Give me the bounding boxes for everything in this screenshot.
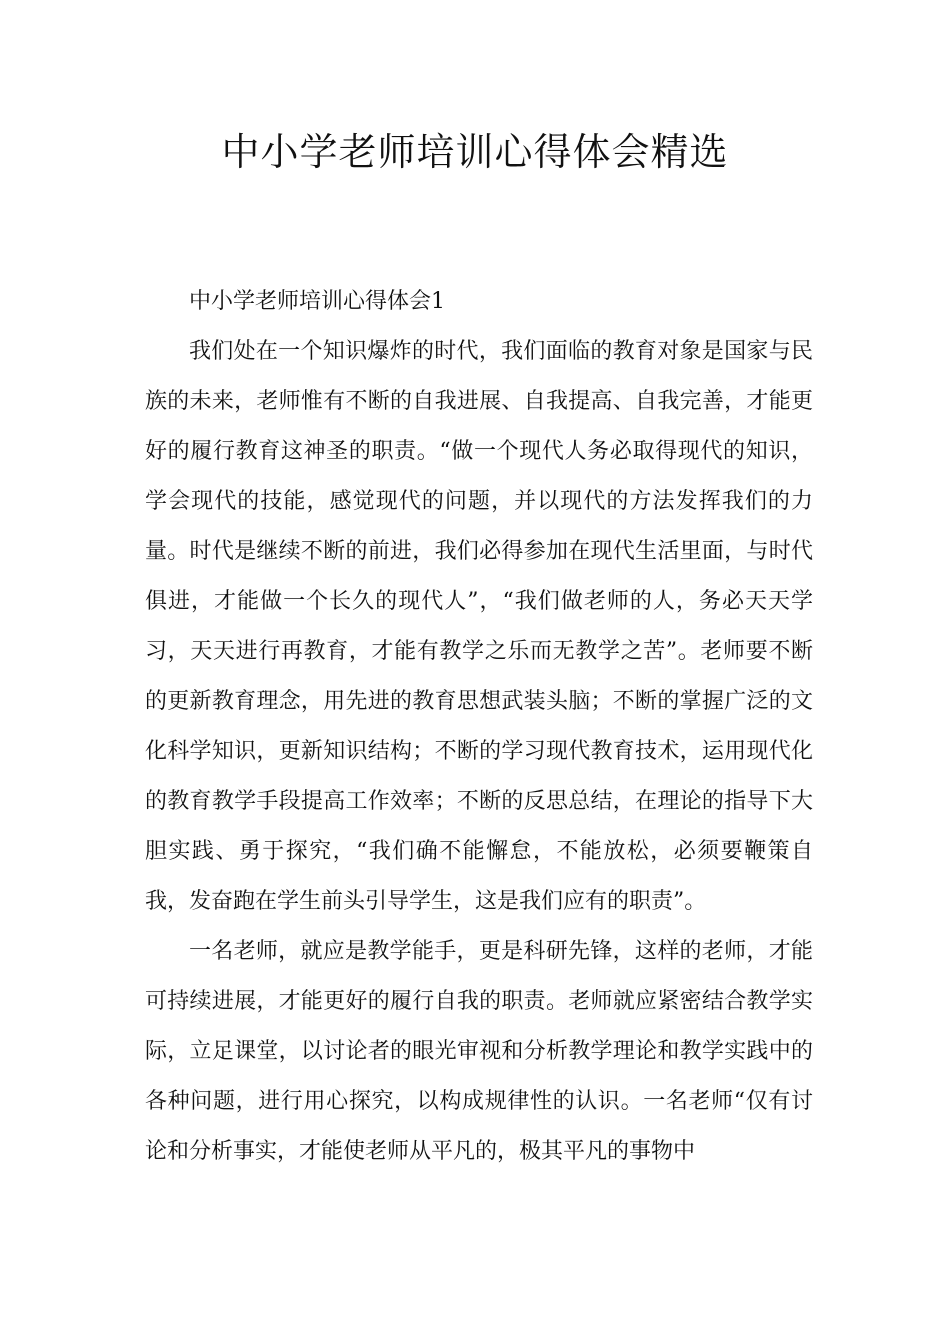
section-heading: 中小学老师培训心得体会1 [189,289,445,314]
paragraph-2: 一名老师，就应是教学能手，更是科研先锋，这样的老师，才能可持续进展，才能更好的履行自我的职责。老师就应紧密结合教学实际，立足课堂，以讨论者的眼光审视和分析教学理论和教学实践中的各种问题，进行用心探究，以构成规律性的认识。一名老师“仅有讨论和分析事实，才能使老师从平凡的，极其平凡的事物中 [145,939,813,1164]
paragraph-1: 我们处在一个知识爆炸的时代，我们面临的教育对象是国家与民族的未来，老师惟有不断的自我进展、自我提高、自我完善，才能更好的履行教育这神圣的职责。“做一个现代人务必取得现代的知识，学会现代的技能，感觉现代的问题，并以现代的方法发挥我们的力量。时代是继续不断的前进，我们必得参加在现代生活里面，与时代俱进，才能做一个长久的现代人”，“我们做老师的人，务必天天学习，天天进行再教育，才能有教学之乐而无教学之苦”。老师要不断的更新教育理念，用先进的教育思想武装头脑；不断的掌握广泛的文化科学知识，更新知识结构；不断的学习现代教育技术，运用现代化的教育教学手段提高工作效率；不断的反思总结，在理论的指导下大胆实践、勇于探究，“我们确不能懈怠，不能放松，必须要鞭策自我，发奋跑在学生前头引导学生，这是我们应有的职责”。 [145,339,813,914]
document-body [145,277,813,1177]
document-title: 中小学老师培训心得体会精选 [221,130,729,174]
